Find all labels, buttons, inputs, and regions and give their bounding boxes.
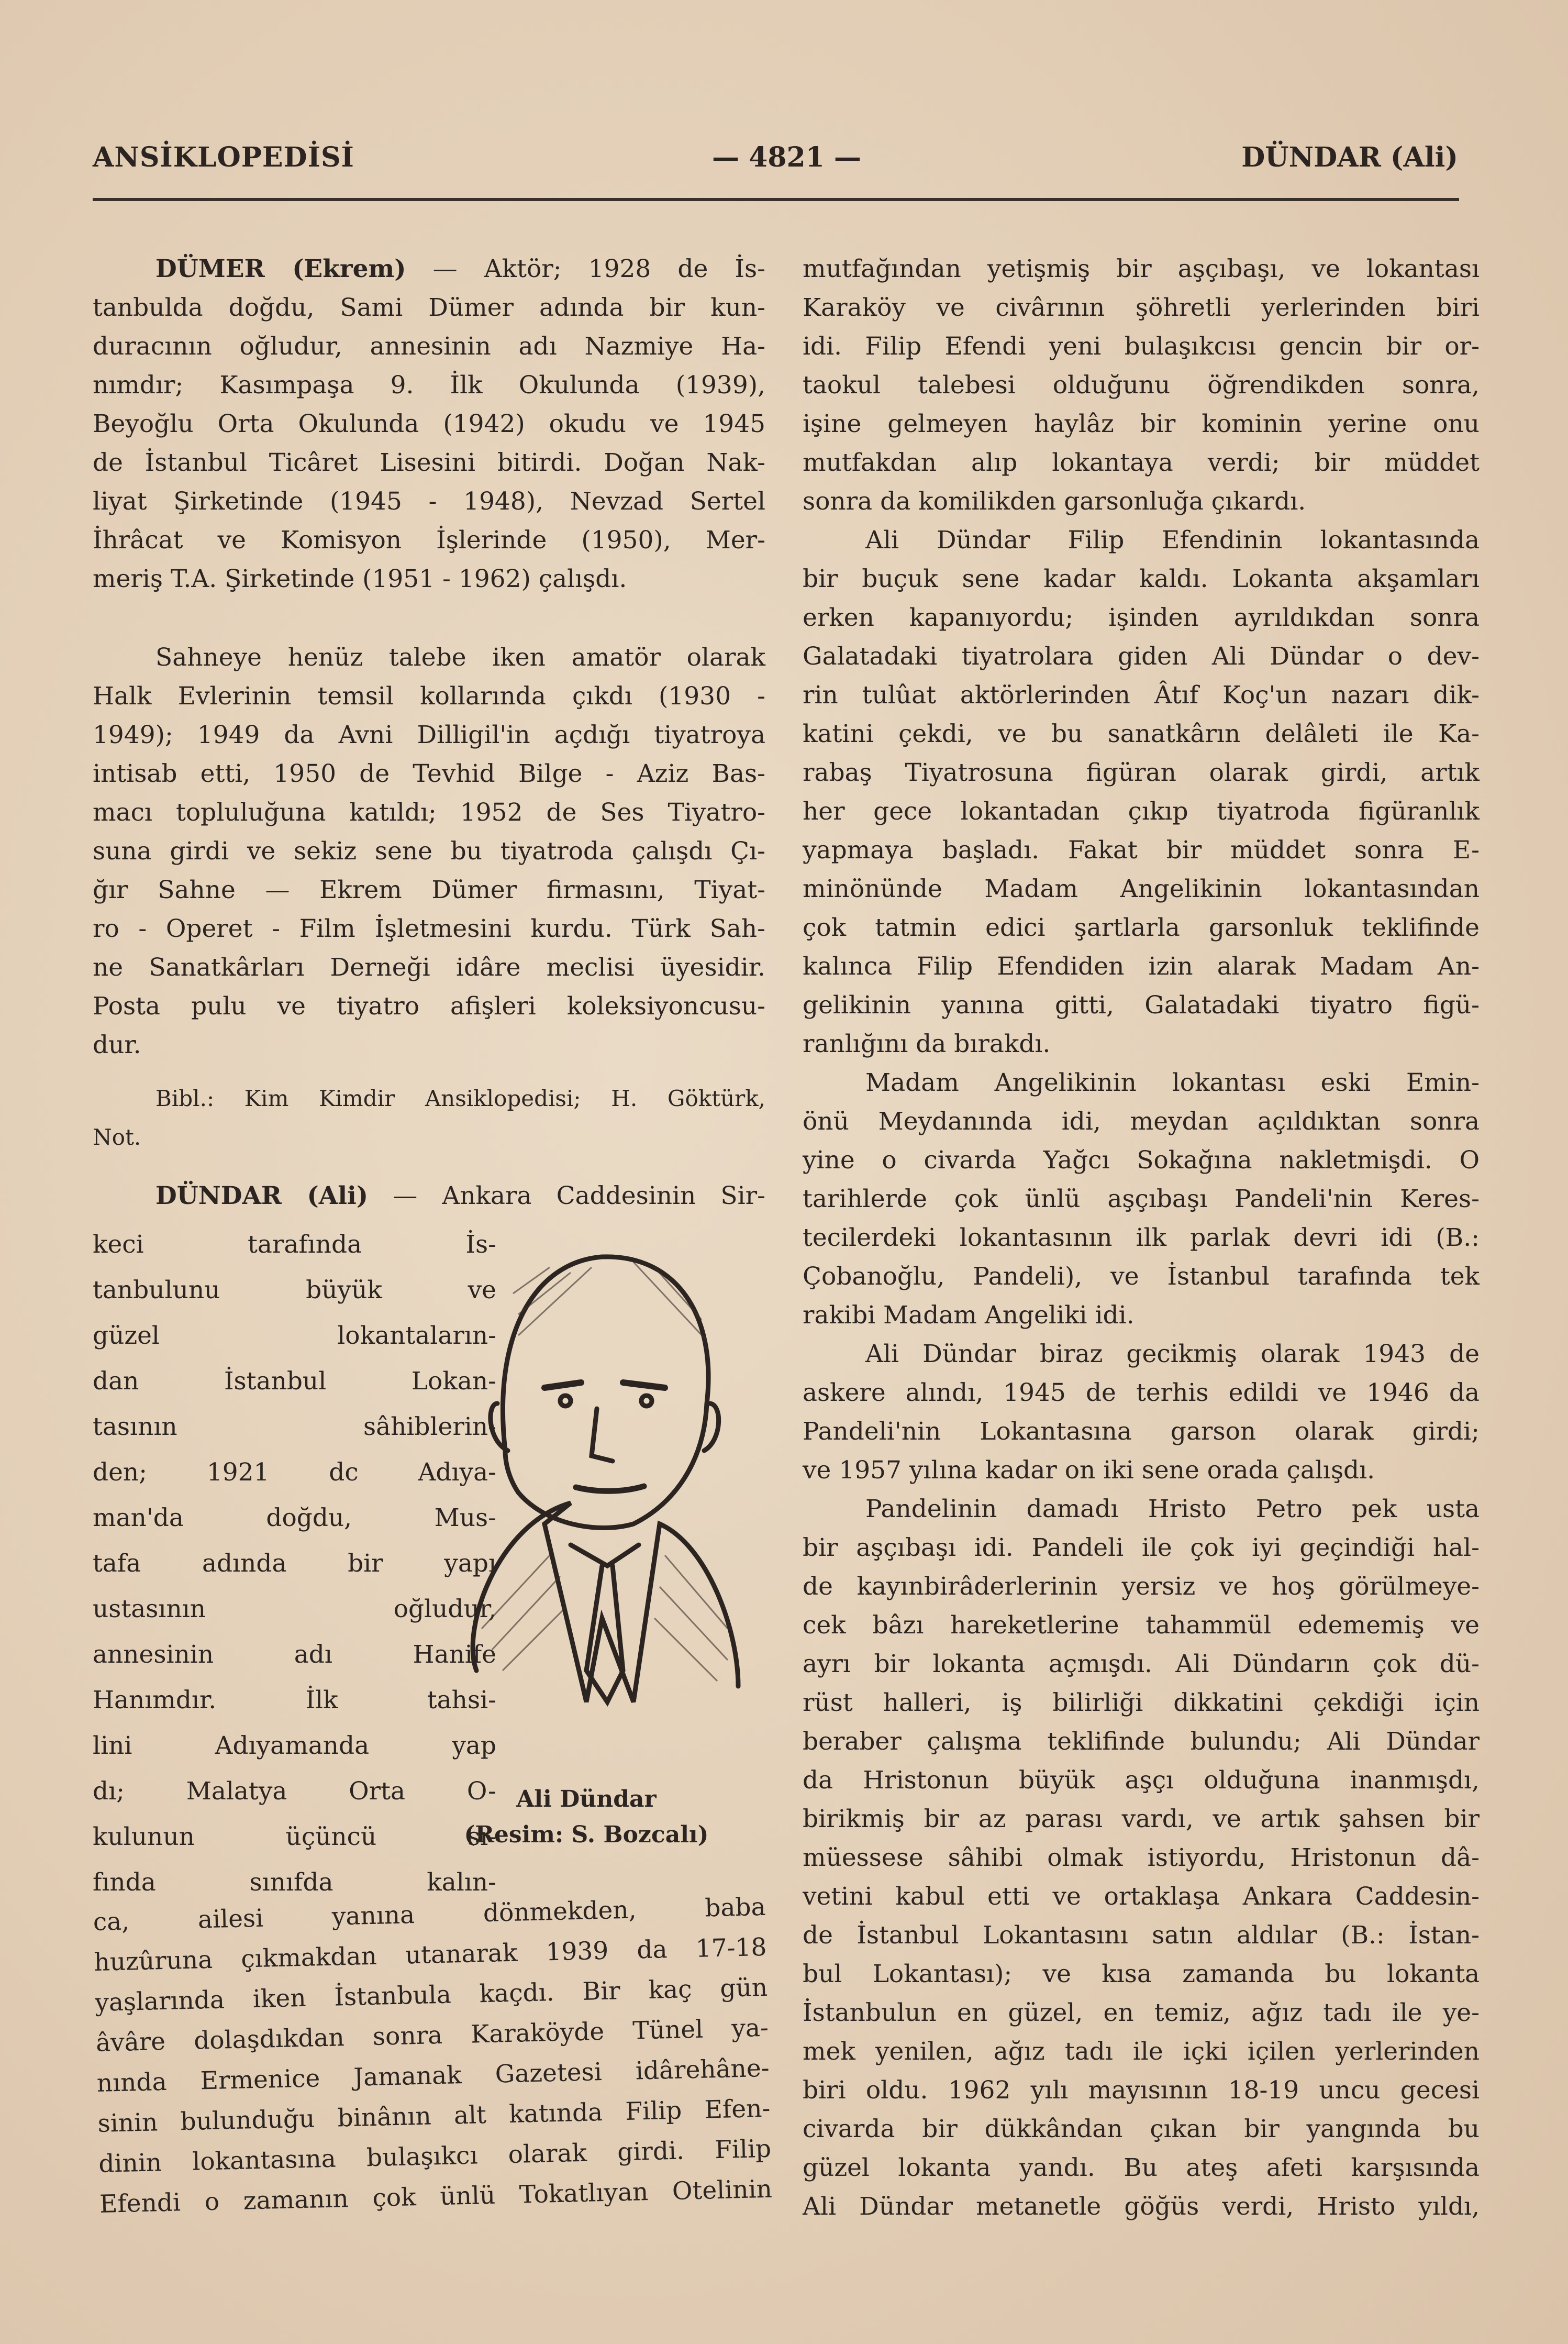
text-line: rin tulûat aktörlerinden Âtıf Koç'un nazarı dik- — [803, 681, 1480, 710]
text-line: İhrâcat ve Komisyon İşlerinde (1950), Mer- — [93, 526, 765, 555]
text-line: Efendi o zamanın çok ünlü Tokatlıyan Otelinin — [99, 2174, 773, 2219]
text-line: nında Ermenice Jamanak Gazetesi idârehâne- — [96, 2053, 770, 2098]
text-line: tecilerdeki lokantasının ilk parlak devri idi (B.: — [803, 1223, 1480, 1252]
text-line: dinin lokantasına bulaşıkcı olarak girdi. Filip — [98, 2134, 772, 2179]
text-line: Bibl.: Kim Kimdir Ansiklopedisi; H. Göktürk, — [155, 1086, 765, 1111]
entry-dundar-text-below-photo — [93, 1887, 773, 2225]
text-line: tarihlerde çok ünlü aşçıbaşı Pandeli'nin Keres- — [803, 1185, 1480, 1213]
photo-caption-credit: (Resim: S. Bozcalı) — [464, 1821, 709, 1848]
text-line: Beyoğlu Orta Okulunda (1942) okudu ve 1945 — [93, 410, 765, 438]
photo-caption-name: Ali Dündar — [516, 1786, 657, 1812]
text-line: ne Sanatkârları Derneği idâre meclisi üyesidir. — [93, 953, 765, 982]
entry-headword: DÜMER (Ekrem) — [155, 255, 406, 283]
text-line: müessese sâhibi olmak istiyordu, Hristonun dâ- — [803, 1843, 1480, 1872]
text-line: dur. — [93, 1031, 141, 1059]
text-line: duracının oğludur, annesinin adı Nazmiye Ha- — [93, 332, 765, 361]
text-line: DÜNDAR (Ali) — Ankara Caddesinin Sir- — [155, 1181, 765, 1210]
text-line: 1949); 1949 da Avni Dilligil'in açdığı tiyatroya — [93, 721, 765, 749]
text-line: Posta pulu ve tiyatro afişleri koleksiyoncusu- — [93, 992, 765, 1021]
text-line: çok tatmin edici şartlarla garsonluk teklifinde — [803, 913, 1480, 942]
text-line: yaşlarında iken İstanbula kaçdı. Bir kaç gün — [94, 1973, 768, 2017]
text-line: gelikinin yanına gitti, Galatadaki tiyatro figü- — [803, 991, 1480, 1020]
text-line: dan İstanbul Lokan- — [93, 1367, 496, 1396]
text-line: tasının sâhiblerin- — [93, 1412, 496, 1441]
text-line: mutfağından yetişmiş bir aşçıbaşı, ve lokantası — [803, 255, 1480, 283]
text-line: tanbulunu büyük ve — [93, 1276, 496, 1304]
text-line: erken kapanıyordu; işinden ayrıldıkdan sonra — [803, 603, 1480, 632]
text-line: civarda bir dükkândan çıkan bir yangında bu — [803, 2115, 1480, 2143]
text-line: cek bâzı hareketlerine tahammül edememiş ve — [803, 1611, 1480, 1640]
text-line: Çobanoğlu, Pandeli), ve İstanbul tarafında tek — [803, 1262, 1480, 1291]
text-line: yine o civarda Yağcı Sokağına nakletmişdi. O — [803, 1146, 1480, 1175]
text-line: meriş T.A. Şirketinde (1951 - 1962) çalışdı. — [93, 565, 627, 593]
text-line: suna girdi ve sekiz sene bu tiyatroda çalışdı Çı- — [93, 837, 765, 866]
text-line: güzel lokantaların- — [93, 1321, 496, 1350]
text-line: ro - Operet - Film İşletmesini kurdu. Türk Sah- — [93, 914, 765, 943]
text-line: Pandelinin damadı Hristo Petro pek usta — [865, 1495, 1480, 1523]
entry-dundar-continued — [803, 250, 1480, 2226]
entry-dundar-heading — [93, 1177, 765, 1215]
text-line: liyat Şirketinde (1945 - 1948), Nevzad Sertel — [93, 487, 765, 516]
text-line: Karaköy ve civârının şöhretli yerlerinden biri — [803, 293, 1480, 322]
text-line: ranlığını da bırakdı. — [803, 1030, 1051, 1058]
text-line: rüst halleri, iş bilirliği dikkatini çekdiği için — [803, 1688, 1480, 1717]
text-line: lini Adıyamanda yap — [93, 1731, 496, 1760]
page-number: — 4821 — — [712, 141, 861, 173]
text-line: Sahneye henüz talebe iken amatör olarak — [155, 643, 765, 672]
text-line: İstanbulun en güzel, en temiz, ağız tadı ile ye- — [803, 1998, 1480, 2027]
text-line: de kayınbirâderlerinin yersiz ve hoş görülmeye- — [803, 1572, 1480, 1601]
text-line: tafa adında bir yapı — [93, 1549, 496, 1578]
text-line: Not. — [93, 1124, 141, 1150]
running-head-entry: DÜNDAR (Ali) — [1241, 141, 1458, 173]
text-line: intisab etti, 1950 de Tevhid Bilge - Aziz Bas- — [93, 759, 765, 788]
text-line: idi. Filip Efendi yeni bulaşıkcısı gencin bir or- — [803, 332, 1480, 361]
text-line: fında sınıfda kalın- — [93, 1868, 496, 1897]
text-line: işine gelmeyen haylâz bir kominin yerine onu — [803, 410, 1480, 438]
text-line: tanbulda doğdu, Sami Dümer adında bir kun- — [93, 293, 765, 322]
text-line: ca, ailesi yanına dönmekden, baba — [93, 1892, 766, 1937]
entry-dumer-bibliography — [93, 1079, 765, 1157]
text-line: Galatadaki tiyatrolara giden Ali Dündar o dev- — [803, 642, 1480, 671]
text-line: Ali Dündar Filip Efendinin lokantasında — [865, 526, 1480, 555]
text-line: beraber çalışma teklifinde bulundu; Ali Dündar — [803, 1727, 1480, 1756]
header-rule — [93, 198, 1459, 201]
text-line: nımdır; Kasımpaşa 9. İlk Okulunda (1939), — [93, 371, 765, 400]
text-line: yapmaya başladı. Fakat bir müddet sonra E- — [803, 836, 1480, 865]
text-line: sinin bulunduğu binânın alt katında Filip Efen- — [97, 2094, 771, 2138]
text-line: keci tarafında İs- — [93, 1230, 496, 1259]
text-line: ve 1957 yılına kadar on iki sene orada çalışdı. — [803, 1456, 1375, 1485]
text-line: den; 1921 dc Adıya- — [93, 1458, 496, 1487]
text-line: mek yenilen, ağız tadı ile içki içilen yerlerinden — [803, 2037, 1480, 2066]
text-line: rabaş Tiyatrosuna figüran olarak girdi, artık — [803, 758, 1480, 787]
text-line: bir buçuk sene kadar kaldı. Lokanta akşamları — [803, 565, 1480, 593]
text-line: bir aşçıbaşı idi. Pandeli ile çok iyi geçindiği hal- — [803, 1533, 1480, 1562]
text-line: taokul talebesi olduğunu öğrendikden sonra, — [803, 371, 1480, 400]
text-line: ğır Sahne — Ekrem Dümer firmasını, Tiyat- — [93, 876, 765, 904]
running-head-title: ANSİKLOPEDİSİ — [93, 141, 354, 173]
text-line: ayrı bir lokanta açmışdı. Ali Dündarın çok dü- — [803, 1650, 1480, 1678]
text-line: biri oldu. 1962 yılı mayısının 18-19 uncu gecesi — [803, 2076, 1480, 2105]
text-line: vetini kabul etti ve ortaklaşa Ankara Caddesin- — [803, 1882, 1480, 1911]
text-line: de İstanbul Lokantasını satın aldılar (B.: İstan- — [803, 1921, 1480, 1950]
text-line: annesinin adı Hanife — [93, 1640, 496, 1669]
text-line: man'da doğdu, Mus- — [93, 1503, 496, 1532]
text-line: birikmiş bir az parası vardı, ve artık şahsen bir — [803, 1805, 1480, 1833]
entry-headword: DÜNDAR (Ali) — [155, 1181, 369, 1210]
text-line: katini çekdi, ve bu sanatkârın delâleti ile Ka- — [803, 720, 1480, 748]
text-line: kalınca Filip Efendiden izin alarak Madam An- — [803, 952, 1480, 981]
text-line: da Hristonun büyük aşçı olduğuna inanmışdı, — [803, 1766, 1480, 1795]
text-line: sonra da komilikden garsonluğa çıkardı. — [803, 487, 1306, 516]
text-line: huzûruna çıkmakdan utanarak 1939 da 17-18 — [93, 1932, 767, 1977]
text-line: de İstanbul Ticâret Lisesini bitirdi. Doğan Nak- — [93, 448, 765, 477]
text-line: Ali Dündar biraz gecikmiş olarak 1943 de — [865, 1340, 1480, 1368]
text-line: dı; Malatya Orta O- — [93, 1777, 496, 1806]
text-line: önü Meydanında idi, meydan açıldıktan sonra — [803, 1107, 1480, 1136]
text-line: ustasının oğludur, — [93, 1595, 496, 1623]
text-line: Pandeli'nin Lokantasına garson olarak girdi; — [803, 1417, 1480, 1446]
portrait-drawing-ali-dundar — [414, 1231, 759, 1791]
text-line: her gece lokantadan çıkıp tiyatroda figüranlık — [803, 797, 1480, 826]
text-line: rakibi Madam Angeliki idi. — [803, 1301, 1135, 1330]
text-line: Ali Dündar metanetle göğüs verdi, Hristo yıldı, — [803, 2192, 1480, 2221]
entry-dumer-career — [93, 638, 765, 1065]
text-line: Madam Angelikinin lokantası eski Emin- — [865, 1068, 1480, 1097]
text-line: DÜMER (Ekrem) — Aktör; 1928 de İs- — [155, 255, 765, 283]
text-line: mutfakdan alıp lokantaya verdi; bir müddet — [803, 448, 1480, 477]
text-line: âvâre dolaşdıkdan sonra Karaköyde Tünel ya- — [95, 2013, 769, 2058]
text-line: güzel lokanta yandı. Bu ateş afeti karşısında — [803, 2153, 1480, 2182]
text-line: kulunun üçüncü sı- — [93, 1822, 496, 1851]
text-line: Halk Evlerinin temsil kollarında çıkdı (1930 - — [93, 682, 765, 711]
text-line: minönünde Madam Angelikinin lokantasından — [803, 875, 1480, 903]
entry-dumer-bio — [93, 250, 765, 599]
text-line: Hanımdır. İlk tahsi- — [93, 1686, 496, 1715]
text-line: macı topluluğuna katıldı; 1952 de Ses Tiyatro- — [93, 798, 765, 827]
text-line: askere alındı, 1945 de terhis edildi ve 1946 da — [803, 1378, 1480, 1407]
text-line: bul Lokantası); ve kısa zamanda bu lokanta — [803, 1960, 1480, 1988]
